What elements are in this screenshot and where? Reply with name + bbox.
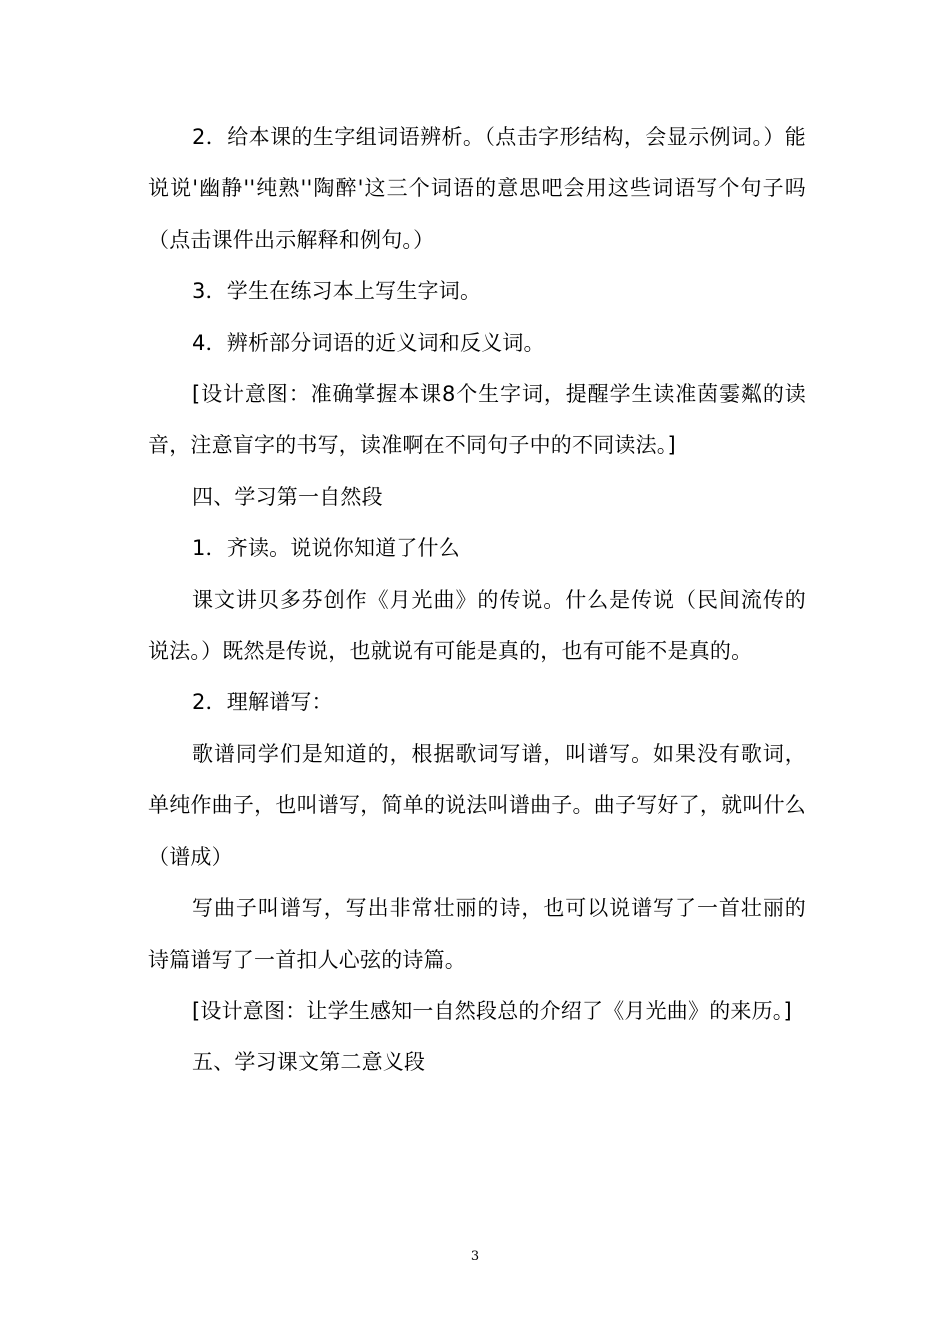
section-heading-5: 五、学习课文第二意义段 (192, 1050, 426, 1075)
paragraph-design-intent-1: [设计意图：准确掌握本课8个生字词，提醒学生读准茵霎粼的读音，注意盲字的书写，读准啊在不同句子中的不同读法。] (148, 382, 806, 458)
paragraph-read-aloud: 1．齐读。说说你知道了什么 (192, 536, 460, 561)
paragraph-song-score: 歌谱同学们是知道的，根据歌词写谱，叫谱写。如果没有歌词，单纯作曲子，也叫谱写，简单的说法叫谱曲子。曲子写好了，就叫什么（谱成） (148, 741, 806, 869)
paragraph-synonyms-antonyms: 4．辨析部分词语的近义词和反义词。 (192, 330, 545, 355)
paragraph-write-words: 3．学生在练习本上写生字词。 (192, 279, 482, 304)
paragraph-legend: 课文讲贝多芬创作《月光曲》的传说。什么是传说（民间流传的说法。）既然是传说，也就说有可能是真的，也有可能不是真的。 (148, 587, 806, 664)
paragraph-vocabulary-analysis: 2．给本课的生字组词语辨析。（点击字形结构，会显示例词。）能说说'幽静''纯熟''陶醉'这三个词语的意思吧会用这些词语写个句子吗（点击课件出示解释和例句。） (148, 125, 806, 252)
paragraph-compose-poem: 写曲子叫谱写，写出非常壮丽的诗，也可以说谱写了一首壮丽的诗篇谱写了一首扣人心弦的诗篇。 (148, 896, 806, 972)
paragraph-design-intent-2: [设计意图：让学生感知一自然段总的介绍了《月光曲》的来历。] (192, 998, 792, 1023)
section-heading-4: 四、学习第一自然段 (192, 484, 383, 509)
page-number: 3 (470, 1249, 480, 1264)
document-body (148, 112, 806, 1089)
paragraph-understand-compose: 2．理解谱写： (192, 690, 333, 715)
